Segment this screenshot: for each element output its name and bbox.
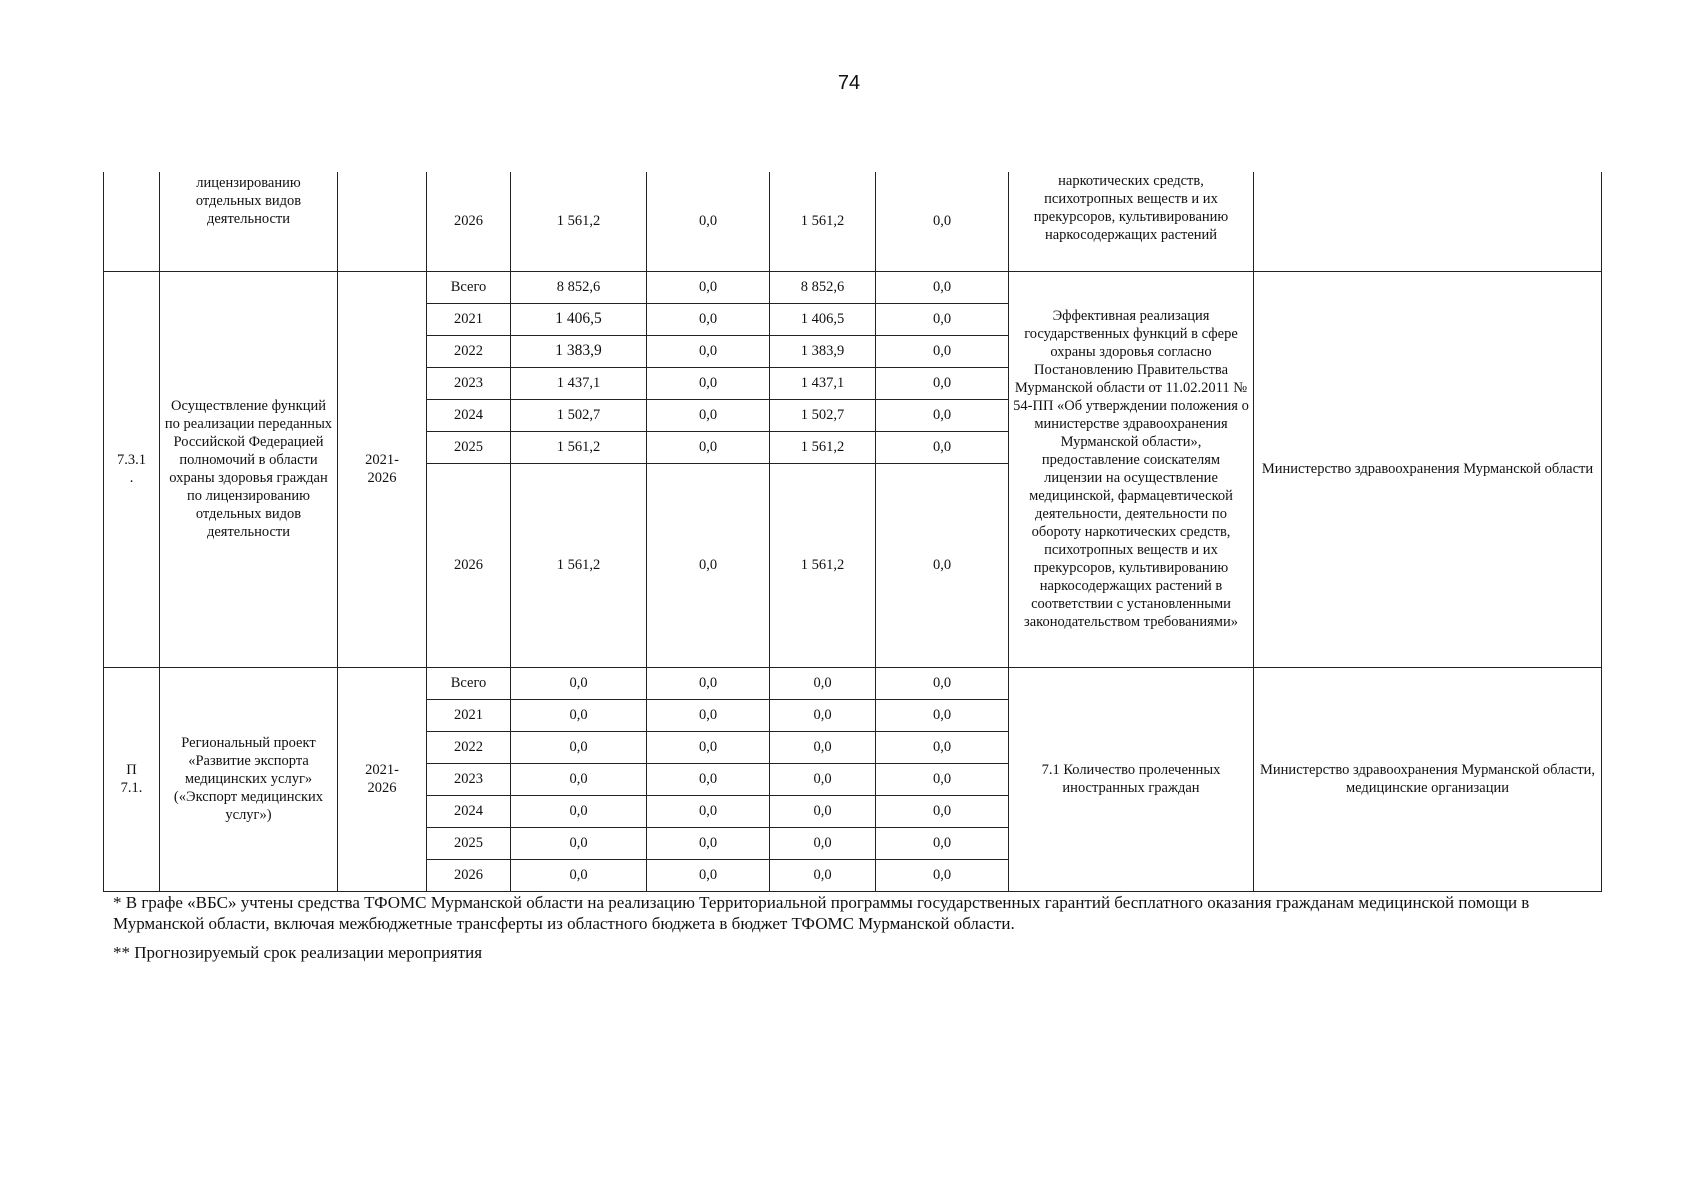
value-cell: 0,0 [876, 367, 1009, 399]
period-cell [338, 172, 427, 271]
value-cell: 0,0 [511, 699, 647, 731]
value-cell: 1 561,2 [770, 431, 876, 463]
value-cell: 0,0 [511, 667, 647, 699]
value-cell: 8 852,6 [770, 271, 876, 303]
year-cell: Всего [427, 271, 511, 303]
result-line: наркосодержащих растений [1044, 227, 1218, 243]
year-cell: 2021 [427, 699, 511, 731]
table-row [104, 271, 1602, 303]
value-cell: 0,0 [647, 172, 770, 271]
value-cell: 0,0 [876, 667, 1009, 699]
value-cell: 1 406,5 [511, 303, 647, 335]
result-cont [1009, 172, 1254, 271]
expected-result: Эффективная реализация государственных функций в сфере охраны здоровья согласно Постановлению Правительства Мурманской области от 11.02.2011 № 54-ПП «Об утверждении положения о министерстве здравоохранения Мурманской области», предоставление соискателям лицензии на осуществление медицинской, фармацевтической деятельности, деятельности по обороту наркотических средств, психотропных веществ и их прекурсоров, культивированию наркосодержащих растений в соответствии с установленными законодательством требованиями» [1009, 271, 1254, 667]
value-cell: 0,0 [876, 795, 1009, 827]
result-line: прекурсоров, культивированию [1033, 209, 1229, 225]
value-cell: 1 502,7 [770, 399, 876, 431]
value-cell: 1 561,2 [511, 463, 647, 667]
value-cell: 0,0 [876, 303, 1009, 335]
footnote-1: * В графе «ВБС» учтены средства ТФОМС Мурманской области на реализацию Территориальной программы государственных гарантий бесплатного оказания гражданам медицинской помощи в Мурманской области, включая межбюджетные трансферты из областного бюджета в бюджет ТФОМС Мурманской области. [113, 893, 1530, 933]
value-cell: 1 437,1 [770, 367, 876, 399]
year-cell: 2026 [427, 463, 511, 667]
period: 2021- 2026 [338, 667, 427, 891]
page-number: 74 [837, 72, 861, 94]
value-cell: 0,0 [770, 731, 876, 763]
value-cell: 0,0 [770, 795, 876, 827]
table-row [104, 667, 1602, 699]
activity-name: Осуществление функций по реализации переданных Российской Федерацией полномочий в области охраны здоровья граждан по лицензированию отдельных видов деятельности [160, 271, 338, 667]
value-cell: 8 852,6 [511, 271, 647, 303]
year-cell: 2025 [427, 827, 511, 859]
activity-name-line: отдельных видов [195, 193, 302, 209]
year-cell: 2024 [427, 795, 511, 827]
value-cell: 0,0 [511, 731, 647, 763]
value-cell: 0,0 [647, 859, 770, 891]
value-cell: 0,0 [647, 731, 770, 763]
continuation-row [104, 172, 1602, 271]
value-cell: 1 383,9 [770, 335, 876, 367]
year-cell: Всего [427, 667, 511, 699]
value-cell: 0,0 [511, 827, 647, 859]
value-cell: 0,0 [647, 763, 770, 795]
value-cell: 0,0 [647, 463, 770, 667]
value-cell: 1 561,2 [511, 431, 647, 463]
value-cell: 0,0 [770, 667, 876, 699]
value-cell: 0,0 [647, 303, 770, 335]
value-cell: 0,0 [876, 172, 1009, 271]
value-cell: 0,0 [647, 367, 770, 399]
year-cell: 2023 [427, 367, 511, 399]
item-number: П 7.1. [104, 667, 160, 891]
value-cell: 1 406,5 [770, 303, 876, 335]
value-cell: 0,0 [647, 699, 770, 731]
value-cell: 1 561,2 [511, 172, 647, 271]
executor: Министерство здравоохранения Мурманской области, медицинские организации [1254, 667, 1602, 891]
value-cell: 0,0 [876, 699, 1009, 731]
footnote-2: ** Прогнозируемый срок реализации мероприятия [113, 943, 483, 962]
value-cell: 0,0 [876, 763, 1009, 795]
value-cell: 1 383,9 [511, 335, 647, 367]
program-table [103, 172, 1602, 892]
value-cell: 0,0 [876, 431, 1009, 463]
value-cell: 0,0 [647, 431, 770, 463]
executor-cell [1254, 172, 1602, 271]
year-cell: 2021 [427, 303, 511, 335]
executor: Министерство здравоохранения Мурманской области [1254, 271, 1602, 667]
value-cell: 1 437,1 [511, 367, 647, 399]
period: 2021- 2026 [338, 271, 427, 667]
value-cell: 0,0 [876, 731, 1009, 763]
value-cell: 0,0 [647, 667, 770, 699]
value-cell: 0,0 [770, 699, 876, 731]
item-number: 7.3.1 . [104, 271, 160, 667]
value-cell: 0,0 [876, 859, 1009, 891]
value-cell: 0,0 [770, 763, 876, 795]
value-cell: 0,0 [511, 795, 647, 827]
value-cell: 0,0 [770, 827, 876, 859]
result-line: психотропных веществ и их [1044, 191, 1218, 207]
num-cell [104, 172, 160, 271]
activity-name-line: деятельности [206, 211, 290, 227]
value-cell: 0,0 [511, 859, 647, 891]
value-cell: 0,0 [647, 827, 770, 859]
value-cell: 0,0 [876, 827, 1009, 859]
value-cell: 0,0 [647, 399, 770, 431]
activity-name: Региональный проект «Развитие экспорта медицинских услуг» («Экспорт медицинских услуг») [160, 667, 338, 891]
value-cell: 0,0 [876, 463, 1009, 667]
year-cell: 2026 [427, 172, 511, 271]
value-cell: 0,0 [876, 271, 1009, 303]
year-cell: 2024 [427, 399, 511, 431]
year-cell: 2022 [427, 731, 511, 763]
value-cell: 0,0 [647, 795, 770, 827]
year-cell: 2023 [427, 763, 511, 795]
value-cell: 0,0 [647, 335, 770, 367]
value-cell: 0,0 [876, 335, 1009, 367]
value-cell: 0,0 [876, 399, 1009, 431]
expected-result: 7.1 Количество пролеченных иностранных граждан [1009, 667, 1254, 891]
value-cell: 1 561,2 [770, 463, 876, 667]
result-line: наркотических средств, [1058, 173, 1204, 189]
value-cell: 0,0 [511, 763, 647, 795]
value-cell: 0,0 [770, 859, 876, 891]
value-cell: 1 561,2 [770, 172, 876, 271]
activity-name-line: лицензированию [196, 175, 301, 191]
year-cell: 2025 [427, 431, 511, 463]
year-cell: 2022 [427, 335, 511, 367]
value-cell: 0,0 [647, 271, 770, 303]
value-cell: 1 502,7 [511, 399, 647, 431]
activity-name-cont [160, 172, 338, 271]
year-cell: 2026 [427, 859, 511, 891]
